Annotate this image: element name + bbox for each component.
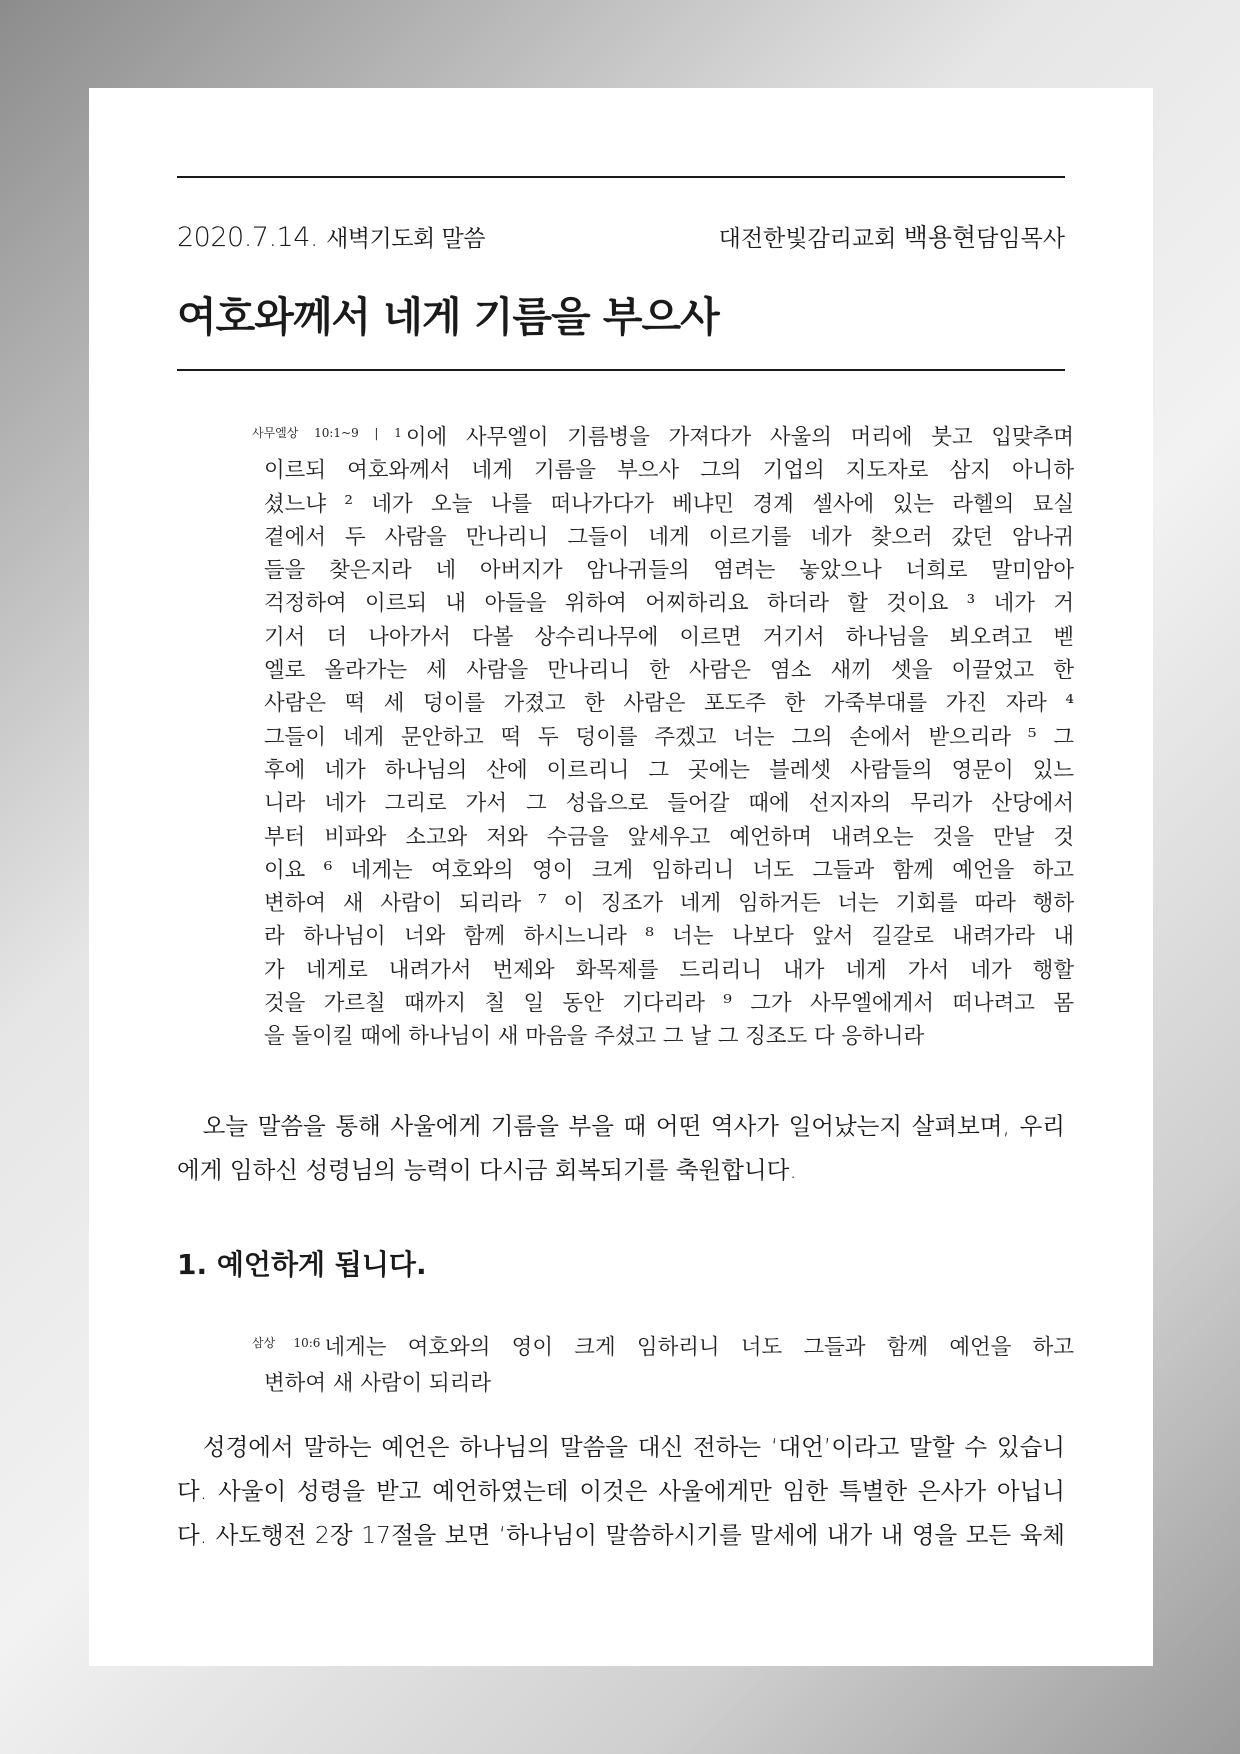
title-rule (177, 369, 1065, 371)
scripture-line: 기서 더 나아가서 다볼 상수리나무에 이르면 거기서 하나님을 뵈오려고 벧 (264, 624, 1074, 650)
scripture-line: 것을 가르칠 때까지 칠 일 동안 기다리라 ⁹ 그가 사무엘에게서 떠나려고 몸 (264, 991, 1074, 1017)
pastor-name: 백용현 (903, 223, 977, 252)
document-page (89, 88, 1153, 1666)
scripture-line: $^{사무엘상 10:1\sim 9 | 1}$ 이에 사무엘이 기름병을 가져다가 사울의 머리에 붓고 입맞추며 (252, 425, 1074, 450)
scripture-line: 걱정하여 이르되 내 아들을 위하여 어찌하리요 하더라 할 것이요 ³ 네가 거 (264, 591, 1074, 617)
scripture-line: 변하여 새 사람이 되리라 (264, 1371, 492, 1396)
top-rule (177, 176, 1065, 178)
sermon-date (177, 220, 485, 253)
scripture-passage (252, 417, 1074, 1054)
intro-paragraph (177, 1104, 1065, 1192)
scripture-line: 니라 네가 그리로 가서 그 성읍으로 들어갈 때에 선지자의 무리가 산당에서 (264, 791, 1074, 817)
scripture-line: 가 네게로 내려가서 번제와 화목제를 드리리니 내가 네게 가서 네가 행할 (264, 957, 1074, 983)
scripture-line: 들을 찾은지라 네 아버지가 암나귀들의 염려는 놓았으나 너희로 말미암아 (264, 558, 1074, 584)
scripture-line: 후에 네가 하나님의 산에 이르리니 그 곳에는 블레셋 사람들의 영문이 있느 (264, 757, 1074, 783)
service-name: 새벽기도회 말씀 (326, 226, 485, 252)
date-text: 2020.7.14. (177, 222, 318, 253)
section-scripture (252, 1325, 1074, 1402)
scripture-line: 변하여 새 사람이 되리라 ⁷ 이 징조가 네게 임하거든 너는 기회를 따라 행하 (264, 891, 1074, 917)
scripture-reference: 사무엘상 10:1~9 | 1 (252, 426, 402, 440)
scripture-line: 이르되 여호와께서 네게 기름을 부으사 그의 기업의 지도자로 삼지 아니하 (264, 458, 1074, 484)
scripture-line: 곁에서 두 사람을 만나리니 그들이 네게 이르기를 네가 찾으러 갔던 암나귀 (264, 524, 1074, 550)
church-name: 대전한빛감리교회 (718, 226, 897, 252)
scripture-line: 을 돌이킬 때에 하나님이 새 마음을 주셨고 그 날 그 징조도 다 응하니라 (264, 1024, 925, 1050)
scripture-line: 이요 ⁶ 네게는 여호와의 영이 크게 임하리니 너도 그들과 함께 예언을 하고 (264, 857, 1074, 883)
scripture-line: 라 하나님이 너와 함께 하시느니라 ⁸ 너는 나보다 앞서 길갈로 내려가라 내 (264, 924, 1074, 950)
scripture-reference: 삼상 10:6 (252, 1336, 321, 1350)
scripture-line: 엘로 올라가는 세 사람을 만나리니 한 사람은 염소 새끼 셋을 이끌었고 한 (264, 658, 1074, 684)
scripture-line: $^{삼상 10:6}$ 네게는 여호와의 영이 크게 임하리니 너도 그들과 함께 예언을 하고 (252, 1335, 1075, 1360)
sermon-title: 여호와께서 네게 기름을 부으사 (177, 293, 719, 341)
scripture-line: 셨느냐 ² 네가 오늘 나를 떠나가다가 베냐민 경계 셀사에 있는 라헬의 묘실 (264, 491, 1074, 517)
paragraph-line: 오늘 말씀을 통해 사울에게 기름을 부을 때 어떤 역사가 일어났는지 살펴보며, 우리 (177, 1112, 1065, 1140)
scripture-line: 부터 비파와 소고와 저와 수금을 앞세우고 예언하며 내려오는 것을 만날 것 (264, 824, 1074, 850)
section-heading: 1. 예언하게 됩니다. (177, 1248, 427, 1281)
paragraph-line: 에게 임하신 성령님의 능력이 다시금 회복되기를 축원합니다. (177, 1156, 797, 1184)
church-info (719, 218, 1065, 254)
paragraph-line: 성경에서 말하는 예언은 하나님의 말씀을 대신 전하는 ‘대언’이라고 말할 수 있습니 (177, 1433, 1065, 1461)
scripture-line: 그들이 네게 문안하고 떡 두 덩이를 주겠고 너는 그의 손에서 받으리라 ⁵ 그 (264, 724, 1074, 750)
scripture-line: 사람은 떡 세 덩이를 가졌고 한 사람은 포도주 한 가죽부대를 가진 자라 ⁴ (264, 691, 1074, 717)
paragraph-line: 다. 사도행전 2장 17절을 보면 ‘하나님이 말씀하시기를 말세에 내가 내 영을 모든 육체 (177, 1521, 1065, 1549)
pastor-title: 담임목사 (976, 226, 1065, 252)
body-paragraph (177, 1425, 1065, 1557)
header-meta (177, 218, 1065, 254)
paragraph-line: 다. 사울이 성령을 받고 예언하였는데 이것은 사울에게만 임한 특별한 은사가 아닙니 (177, 1477, 1065, 1505)
